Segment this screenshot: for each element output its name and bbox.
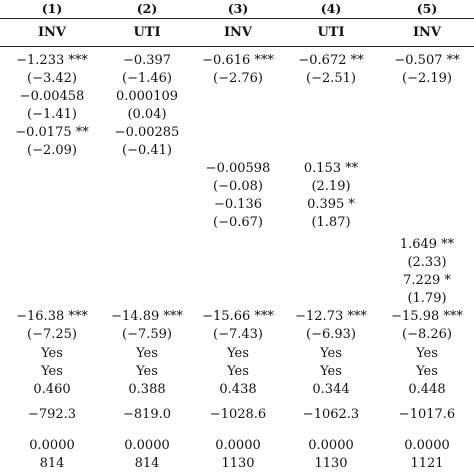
- table-cell: (−2.51): [306, 71, 356, 86]
- column-number-3: (3): [227, 1, 249, 16]
- table-cell: −1.233 ***: [16, 53, 88, 68]
- table-cell: Yes: [41, 364, 63, 379]
- table-row: [0, 52, 474, 70]
- dependent-variable-3: INV: [223, 25, 253, 40]
- table-row: [0, 236, 474, 254]
- table-row: [0, 196, 474, 214]
- table-cell: −0.616 ***: [202, 53, 274, 68]
- table-cell: Yes: [227, 364, 249, 379]
- table-row: [0, 345, 474, 363]
- table-row: [0, 363, 474, 381]
- table-cell: −1028.6: [209, 407, 267, 422]
- table-row: [0, 406, 474, 424]
- table-cell: (2.33): [407, 255, 447, 270]
- table-cell: Yes: [320, 346, 342, 361]
- table-row: [0, 308, 474, 326]
- table-cell: (−1.46): [122, 71, 172, 86]
- table-cell: (−2.76): [213, 71, 263, 86]
- table-cell: (2.19): [311, 179, 351, 194]
- dependent-variable-1: INV: [37, 25, 67, 40]
- table-cell: (−7.59): [122, 327, 172, 342]
- table-row: [0, 214, 474, 232]
- table-cell: −15.98 ***: [391, 309, 463, 324]
- table-cell: −0.00598: [205, 161, 271, 176]
- table-cell: 0.395 *: [307, 197, 355, 212]
- table-cell: (−0.41): [122, 143, 172, 158]
- table-row: [0, 88, 474, 106]
- table-cell: Yes: [416, 346, 438, 361]
- table-cell: (−0.08): [213, 179, 263, 194]
- table-cell: 814: [39, 456, 65, 471]
- table-row: [0, 254, 474, 272]
- table-cell: 1130: [314, 456, 348, 471]
- table-cell: Yes: [416, 364, 438, 379]
- table-cell: −0.672 **: [298, 53, 364, 68]
- dependent-variable-4: UTI: [317, 25, 345, 40]
- table-cell: 0.0000: [215, 438, 261, 453]
- table-cell: (−6.93): [306, 327, 356, 342]
- table-cell: 0.344: [312, 382, 350, 397]
- table-row: [0, 178, 474, 196]
- column-number-1: (1): [41, 1, 63, 16]
- table-cell: −819.0: [122, 407, 172, 422]
- table-row: [0, 455, 474, 473]
- table-cell: −1017.6: [398, 407, 456, 422]
- table-cell: Yes: [41, 346, 63, 361]
- table-cell: 0.0000: [29, 438, 75, 453]
- table-cell: 1130: [221, 456, 255, 471]
- table-row: [0, 381, 474, 399]
- column-number-2: (2): [136, 1, 158, 16]
- table-cell: −1062.3: [302, 407, 360, 422]
- table-cell: 0.388: [128, 382, 166, 397]
- table-row: [0, 70, 474, 88]
- table-cell: −15.66 ***: [202, 309, 274, 324]
- table-cell: −16.38 ***: [16, 309, 88, 324]
- table-cell: 0.460: [33, 382, 71, 397]
- table-cell: 0.000109: [115, 89, 179, 104]
- table-cell: (1.79): [407, 291, 447, 306]
- table-cell: 0.153 **: [303, 161, 359, 176]
- table-cell: −0.507 **: [394, 53, 460, 68]
- dependent-variable-2: UTI: [133, 25, 161, 40]
- table-cell: (−0.67): [213, 215, 263, 230]
- table-cell: 0.438: [219, 382, 257, 397]
- table-cell: 0.0000: [404, 438, 450, 453]
- table-cell: Yes: [136, 346, 158, 361]
- table-cell: Yes: [227, 346, 249, 361]
- column-number-5: (5): [416, 1, 438, 16]
- table-row: [0, 160, 474, 178]
- dependent-variable-5: INV: [412, 25, 442, 40]
- table-cell: 814: [134, 456, 160, 471]
- table-cell: −0.397: [122, 53, 172, 68]
- table-row: [0, 272, 474, 290]
- table-cell: (1.87): [311, 215, 351, 230]
- table-cell: 0.448: [408, 382, 446, 397]
- table-cell: (0.04): [127, 107, 167, 122]
- dependent-variable-row: [0, 24, 474, 42]
- table-cell: 0.0000: [124, 438, 170, 453]
- table-cell: −0.0175 **: [15, 125, 89, 140]
- table-cell: 1.649 **: [399, 237, 455, 252]
- table-cell: (−2.19): [402, 71, 452, 86]
- table-cell: Yes: [136, 364, 158, 379]
- table-cell: −0.00285: [114, 125, 180, 140]
- table-cell: Yes: [320, 364, 342, 379]
- table-cell: (−7.25): [27, 327, 77, 342]
- table-cell: −0.00458: [19, 89, 85, 104]
- table-cell: −792.3: [27, 407, 77, 422]
- table-cell: 0.0000: [308, 438, 354, 453]
- table-row: [0, 326, 474, 344]
- table-cell: −14.89 ***: [111, 309, 183, 324]
- table-cell: (−1.41): [27, 107, 77, 122]
- table-row: [0, 124, 474, 142]
- header-rule-bottom: [0, 46, 474, 47]
- table-row: [0, 142, 474, 160]
- column-number-row: [0, 0, 474, 18]
- table-cell: 7.229 *: [403, 273, 451, 288]
- table-cell: (−3.42): [27, 71, 77, 86]
- table-cell: 1121: [410, 456, 444, 471]
- table-row: [0, 106, 474, 124]
- table-row: [0, 290, 474, 308]
- table-cell: (−7.43): [213, 327, 263, 342]
- table-row: [0, 437, 474, 455]
- table-cell: −12.73 ***: [295, 309, 367, 324]
- table-cell: −0.136: [213, 197, 263, 212]
- column-number-4: (4): [320, 1, 342, 16]
- header-rule-top: [0, 18, 474, 19]
- table-cell: (−8.26): [402, 327, 452, 342]
- table-cell: (−2.09): [27, 143, 77, 158]
